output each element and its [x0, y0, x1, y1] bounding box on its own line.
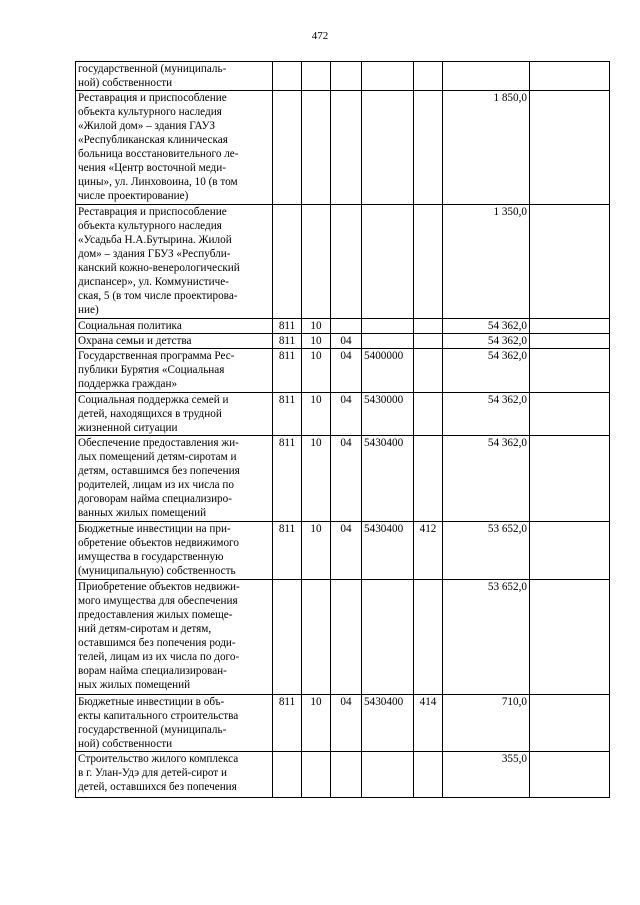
page-number: 472 [311, 30, 329, 42]
amount-cell: 54 362,0 [443, 319, 530, 334]
expense-type-cell: 414 [414, 695, 443, 752]
expense-type-cell [414, 393, 443, 436]
table-row [76, 522, 610, 580]
subsection-code-cell [331, 752, 362, 798]
amount-cell: 54 362,0 [443, 334, 530, 349]
row-name-cell: Социальная политика [76, 319, 273, 334]
table-row [76, 319, 610, 334]
expense-type-cell [414, 334, 443, 349]
section-code-cell: 10 [302, 436, 331, 522]
ministry-code-cell [273, 205, 302, 319]
amount-cell: 710,0 [443, 695, 530, 752]
extra-cell [530, 580, 610, 695]
row-name-cell: Приобретение объектов недвижи- мого имущества для обеспечения предоставления жилых помеще- ний детям-сиротам и детям, оставшимся без попечения роди- телей, лицам из их числа по дого- ворам найма специализирован- ных жилых помещений [76, 580, 273, 695]
section-code-cell [302, 752, 331, 798]
target-article-cell [362, 205, 414, 319]
table-row [76, 334, 610, 349]
amount-cell: 54 362,0 [443, 436, 530, 522]
table-row [76, 349, 610, 393]
extra-cell [530, 522, 610, 580]
row-name-cell: Государственная программа Рес- публики Бурятия «Социальная поддержка граждан» [76, 349, 273, 393]
amount-cell: 54 362,0 [443, 349, 530, 393]
section-code-cell: 10 [302, 393, 331, 436]
extra-cell [530, 334, 610, 349]
table-row [76, 580, 610, 695]
section-code-cell: 10 [302, 349, 331, 393]
extra-cell [530, 205, 610, 319]
table-row [76, 91, 610, 205]
amount-cell: 54 362,0 [443, 393, 530, 436]
row-name-cell: Социальная поддержка семей и детей, находящихся в трудной жизненной ситуации [76, 393, 273, 436]
ministry-code-cell: 811 [273, 349, 302, 393]
section-code-cell: 10 [302, 522, 331, 580]
extra-cell [530, 62, 610, 91]
table-row [76, 752, 610, 798]
budget-table [75, 61, 610, 798]
extra-cell [530, 91, 610, 205]
extra-cell [530, 436, 610, 522]
target-article-cell: 5430000 [362, 393, 414, 436]
subsection-code-cell [331, 580, 362, 695]
ministry-code-cell: 811 [273, 436, 302, 522]
table-row [76, 393, 610, 436]
target-article-cell [362, 752, 414, 798]
subsection-code-cell: 04 [331, 695, 362, 752]
section-code-cell [302, 62, 331, 91]
section-code-cell [302, 91, 331, 205]
table-row [76, 695, 610, 752]
expense-type-cell [414, 580, 443, 695]
extra-cell [530, 695, 610, 752]
subsection-code-cell: 04 [331, 393, 362, 436]
extra-cell [530, 349, 610, 393]
extra-cell [530, 319, 610, 334]
expense-type-cell [414, 62, 443, 91]
amount-cell: 53 652,0 [443, 580, 530, 695]
extra-cell [530, 393, 610, 436]
subsection-code-cell: 04 [331, 349, 362, 393]
expense-type-cell: 412 [414, 522, 443, 580]
row-name-cell: Обеспечение предоставления жи- лых помещений детям-сиротам и детям, оставшимся без попечения родителей, лицам из их числа по договорам найма специализиро- ванных жилых помещений [76, 436, 273, 522]
row-name-cell: Бюджетные инвестиции в объ- екты капитального строительства государственной (муниципаль- ной) собственности [76, 695, 273, 752]
ministry-code-cell: 811 [273, 319, 302, 334]
subsection-code-cell [331, 91, 362, 205]
target-article-cell: 5400000 [362, 349, 414, 393]
amount-cell: 355,0 [443, 752, 530, 798]
subsection-code-cell [331, 319, 362, 334]
amount-cell [443, 62, 530, 91]
ministry-code-cell [273, 752, 302, 798]
subsection-code-cell: 04 [331, 334, 362, 349]
subsection-code-cell [331, 62, 362, 91]
target-article-cell: 5430400 [362, 695, 414, 752]
section-code-cell [302, 580, 331, 695]
target-article-cell [362, 62, 414, 91]
ministry-code-cell: 811 [273, 695, 302, 752]
target-article-cell: 5430400 [362, 522, 414, 580]
amount-cell: 1 350,0 [443, 205, 530, 319]
ministry-code-cell: 811 [273, 393, 302, 436]
section-code-cell: 10 [302, 695, 331, 752]
ministry-code-cell: 811 [273, 334, 302, 349]
ministry-code-cell [273, 62, 302, 91]
expense-type-cell [414, 205, 443, 319]
table-row [76, 205, 610, 319]
subsection-code-cell: 04 [331, 436, 362, 522]
expense-type-cell [414, 752, 443, 798]
section-code-cell: 10 [302, 319, 331, 334]
expense-type-cell [414, 436, 443, 522]
expense-type-cell [414, 349, 443, 393]
subsection-code-cell: 04 [331, 522, 362, 580]
amount-cell: 53 652,0 [443, 522, 530, 580]
target-article-cell: 5430400 [362, 436, 414, 522]
row-name-cell: Реставрация и приспособление объекта культурного наследия «Усадьба Н.А.Бутырина. Жилой дом» – здания ГБУЗ «Республи- канский кожно-венерологический диспансер», ул. Коммунистиче- ская, 5 (в том числе проектирова- ние) [76, 205, 273, 319]
expense-type-cell [414, 319, 443, 334]
table-row [76, 436, 610, 522]
expense-type-cell [414, 91, 443, 205]
ministry-code-cell [273, 91, 302, 205]
target-article-cell [362, 91, 414, 205]
table-row [76, 62, 610, 91]
row-name-cell: Реставрация и приспособление объекта культурного наследия «Жилой дом» – здания ГАУЗ «Республиканская клиническая больница восстановительного ле- чения «Центр восточной меди- цины», ул. Линховоина, 10 (в том числе проектирование) [76, 91, 273, 205]
amount-cell: 1 850,0 [443, 91, 530, 205]
row-name-cell: Строительство жилого комплекса в г. Улан-Удэ для детей-сирот и детей, оставшихся без попечения [76, 752, 273, 798]
row-name-cell: Охрана семьи и детства [76, 334, 273, 349]
extra-cell [530, 752, 610, 798]
target-article-cell [362, 334, 414, 349]
target-article-cell [362, 580, 414, 695]
section-code-cell [302, 205, 331, 319]
ministry-code-cell [273, 580, 302, 695]
section-code-cell: 10 [302, 334, 331, 349]
subsection-code-cell [331, 205, 362, 319]
row-name-cell: Бюджетные инвестиции на при- обретение объектов недвижимого имущества в государственную (муниципальную) собственность [76, 522, 273, 580]
target-article-cell [362, 319, 414, 334]
row-name-cell: государственной (муниципаль- ной) собственности [76, 62, 273, 91]
ministry-code-cell: 811 [273, 522, 302, 580]
